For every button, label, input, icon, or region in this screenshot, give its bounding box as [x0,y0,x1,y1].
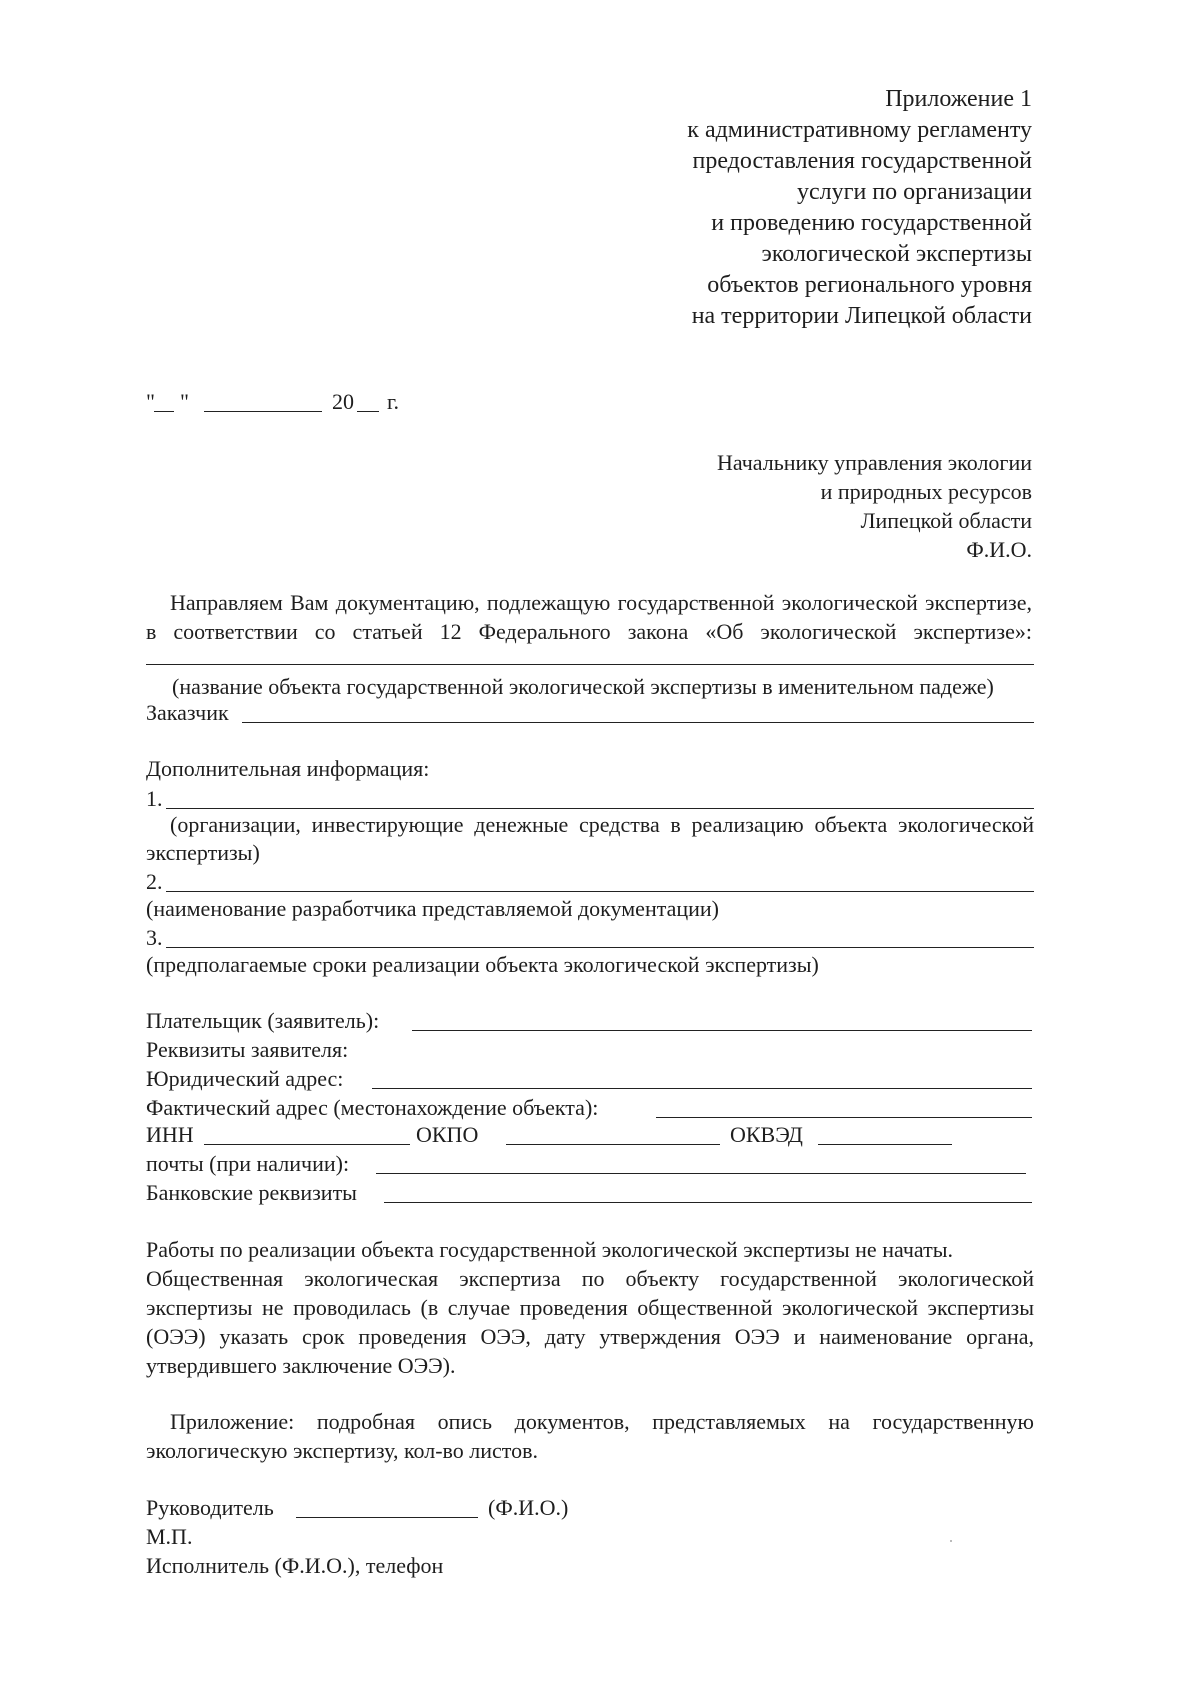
bank-label: Банковские реквизиты [146,1180,357,1205]
legal-address-label: Юридический адрес: [146,1066,344,1091]
year-prefix: 20 [332,389,354,414]
payer-blank[interactable] [412,1030,1032,1031]
intro-line-2: в соответствии со статьей 12 Федерального закона «Об экологической экспертизе»: [146,619,1032,644]
item-1-caption-line-1: (организации, инвестирующие денежные средства в реализацию объекта экологической [170,812,1034,837]
okpo-label: ОКПО [416,1122,479,1147]
addressee-line-1: Начальнику управления экологии [716,450,1032,475]
statement-line-1: Работы по реализации объекта государственной экологической экспертизы не начаты. [146,1237,954,1262]
item-1-number: 1. [146,786,163,811]
mail-label: почты (при наличии): [146,1151,350,1176]
header-line-5: и проведению государственной [711,210,1032,236]
stamp-mark: М.П. [146,1524,193,1549]
okpo-blank[interactable] [506,1144,720,1145]
item-2-number: 2. [146,869,163,894]
additional-info-heading: Дополнительная информация: [146,756,430,781]
head-label: Руководитель [146,1495,274,1520]
inn-blank[interactable] [204,1144,410,1145]
okved-blank[interactable] [818,1144,952,1145]
day-blank[interactable] [154,411,174,412]
item-3-blank[interactable] [166,947,1034,948]
item-3-caption: (предполагаемые сроки реализации объекта экологической экспертизы) [146,952,819,977]
bank-blank[interactable] [384,1202,1032,1203]
customer-label: Заказчик [146,700,229,725]
item-2-blank[interactable] [166,891,1034,892]
statement-line-2: Общественная экологическая экспертиза по объекту государственной экологической [146,1266,1034,1291]
head-signature-blank[interactable] [296,1517,478,1518]
intro-line-1: Направляем Вам документацию, подлежащую государственной экологической экспертизе, [170,590,1032,615]
header-line-1: Приложение 1 [885,86,1032,112]
scan-speck [950,1540,952,1542]
attachment-line-2: экологическую экспертизу, кол-во листов. [146,1438,539,1463]
requisites-label: Реквизиты заявителя: [146,1037,349,1062]
okved-label: ОКВЭД [730,1122,803,1147]
item-1-caption-line-2: экспертизы) [146,840,260,865]
date-quote-open: " [146,389,155,414]
inn-label: ИНН [146,1122,194,1147]
header-line-7: объектов регионального уровня [707,272,1032,298]
statement-line-4: (ОЭЭ) указать срок проведения ОЭЭ, дату утверждения ОЭЭ и наименование органа, [146,1324,1034,1349]
month-blank[interactable] [204,411,322,412]
header-line-6: экологической экспертизы [761,241,1032,267]
year-suffix: г. [387,389,400,414]
header-line-2: к административному регламенту [687,117,1032,143]
payer-label: Плательщик (заявитель): [146,1008,380,1033]
date-quote-close: " [180,389,189,414]
statement-line-3: экспертизы не проводилась (в случае проведения общественной экологической экспертизы [146,1295,1034,1320]
head-fio: (Ф.И.О.) [488,1495,569,1520]
attachment-line-1: Приложение: подробная опись документов, представляемых на государственную [170,1409,1034,1434]
object-name-blank[interactable] [146,664,1034,665]
mail-blank[interactable] [376,1173,1026,1174]
addressee-line-3: Липецкой области [860,508,1032,533]
statement-line-5: утвердившего заключение ОЭЭ). [146,1353,456,1378]
header-line-3: предоставления государственной [692,148,1032,174]
customer-blank[interactable] [242,722,1034,723]
object-name-caption: (название объекта государственной экологической экспертизы в именительном падеже) [172,674,994,699]
actual-address-label: Фактический адрес (местонахождение объекта): [146,1095,599,1120]
header-line-4: услуги по организации [796,179,1032,205]
actual-address-blank[interactable] [656,1117,1032,1118]
year-blank[interactable] [357,411,379,412]
item-1-blank[interactable] [166,808,1034,809]
item-2-caption: (наименование разработчика представляемой документации) [146,896,720,921]
header-line-8: на территории Липецкой области [691,303,1032,329]
item-3-number: 3. [146,925,163,950]
executor-line: Исполнитель (Ф.И.О.), телефон [146,1553,444,1578]
addressee-line-4: Ф.И.О. [966,537,1032,562]
legal-address-blank[interactable] [372,1088,1032,1089]
addressee-line-2: и природных ресурсов [820,479,1032,504]
